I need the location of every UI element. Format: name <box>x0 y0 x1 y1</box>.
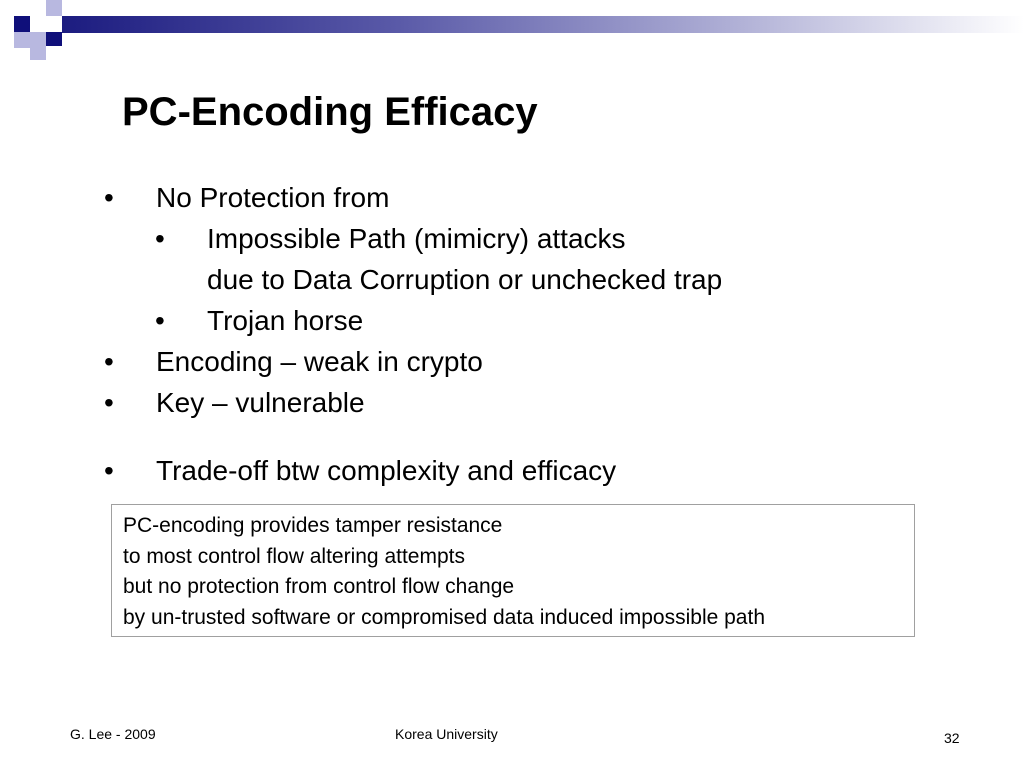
note-line: to most control flow altering attempts <box>123 545 465 568</box>
bullet-text: Trade-off btw complexity and efficacy <box>156 455 617 486</box>
decor-square-navy <box>14 16 30 32</box>
footer-institution: Korea University <box>395 726 498 742</box>
sub-bullet-continuation: due to Data Corruption or unchecked trap <box>207 264 723 295</box>
bullet-marker: • <box>104 346 114 377</box>
decor-square-light <box>30 46 46 60</box>
note-line: but no protection from control flow change <box>123 575 515 598</box>
note-line: by un-trusted software or compromised data induced impossible path <box>123 606 765 629</box>
slide-title: PC-Encoding Efficacy <box>122 90 538 134</box>
bullet-marker: • <box>155 305 165 336</box>
decor-square-navy <box>46 32 62 46</box>
bullet-text: Encoding – weak in crypto <box>156 346 483 377</box>
page-number: 32 <box>944 730 960 746</box>
bullet-marker: • <box>155 223 165 254</box>
bullet-text: No Protection from <box>156 182 390 213</box>
note-line: PC-encoding provides tamper resistance <box>123 514 503 537</box>
decor-square-light <box>14 32 30 48</box>
note-box <box>111 504 915 637</box>
bullet-marker: • <box>104 387 114 418</box>
bullet-marker: • <box>104 182 114 213</box>
bullet-marker: • <box>104 455 114 486</box>
footer-author: G. Lee - 2009 <box>70 726 156 742</box>
bullet-text: Key – vulnerable <box>156 387 365 418</box>
sub-bullet-text: Impossible Path (mimicry) attacks <box>207 223 626 254</box>
sub-bullet-text: Trojan horse <box>207 305 364 336</box>
decor-square-light <box>46 0 62 16</box>
header-gradient-bar <box>62 16 1024 33</box>
